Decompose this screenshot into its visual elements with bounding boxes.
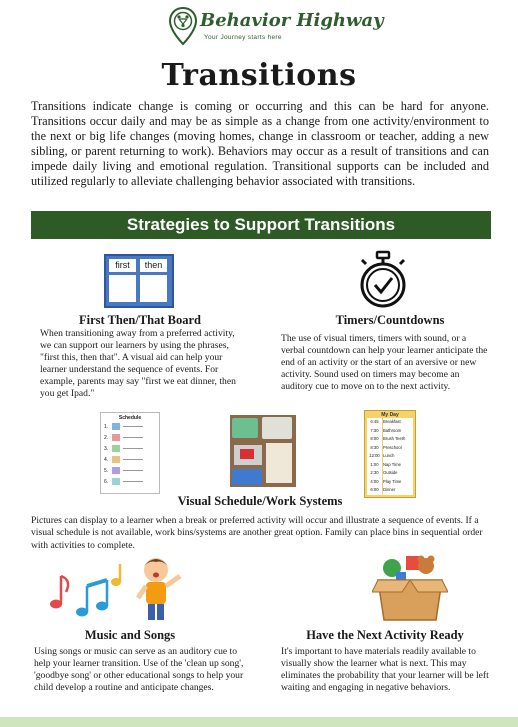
page-title: Transitions (161, 58, 357, 93)
stopwatch-icon (356, 250, 410, 310)
my-day-activity: Breakfast (383, 418, 413, 427)
music-notes-icon (44, 560, 128, 622)
my-day-time: 2:30 (367, 469, 382, 478)
schedule-item-picture (112, 456, 120, 463)
schedule-item-number: 3. (104, 445, 109, 452)
my-day-time: 12:00 (367, 452, 382, 461)
toy-box-icon (372, 550, 448, 624)
my-day-time: 7:30 (367, 427, 382, 436)
my-day-activity: Outside (383, 469, 413, 478)
visual-schedule-heading: Visual Schedule/Work Systems (177, 494, 343, 508)
schedule-item-picture (112, 445, 120, 452)
schedule-item-line (123, 459, 143, 460)
schedule-item (104, 454, 159, 465)
my-day-row (367, 469, 413, 478)
schedule-list (101, 421, 159, 487)
schedule-item (104, 476, 159, 487)
schedule-item-picture (112, 478, 120, 485)
my-day-activity: Dinner (383, 486, 413, 495)
schedule-card (100, 412, 160, 494)
schedule-item-number: 1. (104, 423, 109, 430)
schedule-item-line (123, 448, 143, 449)
timers-text: The use of visual timers, timers with sound, or a verbal countdown can help your learner anticipate the end of an activity or the start of an aversive or new activity. Sound used on timers may become an auditory cue to move on to the next activity. (281, 333, 488, 392)
my-day-activity: Lunch (383, 452, 413, 461)
my-day-row (367, 452, 413, 461)
my-day-time: 4:00 (367, 478, 382, 487)
work-bins-photo (230, 415, 296, 487)
schedule-item-line (123, 470, 143, 471)
schedule-item-picture (112, 467, 120, 474)
schedule-item-line (123, 481, 143, 482)
my-day-activity: Play Time (383, 478, 413, 487)
schedule-title: Schedule (118, 415, 142, 421)
schedule-item-line (123, 437, 143, 438)
my-day-activity: Nap Time (383, 461, 413, 470)
my-day-row (367, 435, 413, 444)
timers-heading: Timers/Countdowns (335, 313, 445, 327)
schedule-item-number: 4. (104, 456, 109, 463)
music-heading: Music and Songs (84, 628, 176, 642)
my-day-row (367, 444, 413, 453)
my-day-row (367, 427, 413, 436)
my-day-row (367, 418, 413, 427)
schedule-item-picture (112, 423, 120, 430)
schedule-item-line (123, 426, 143, 427)
schedule-item-picture (112, 434, 120, 441)
then-slot (140, 275, 167, 302)
schedule-item-number: 6. (104, 478, 109, 485)
schedule-item (104, 443, 159, 454)
my-day-row (367, 461, 413, 470)
brand-name: Behavior Highway (200, 10, 384, 31)
my-day-time: 8:00 (367, 435, 382, 444)
schedule-item-number: 5. (104, 467, 109, 474)
my-day-activity: Brush Teeth (383, 435, 413, 444)
map-pin-people-icon (168, 6, 198, 46)
first-then-heading: First Then/That Board (78, 313, 201, 327)
next-activity-heading: Have the Next Activity Ready (306, 628, 464, 642)
schedule-item (104, 421, 159, 432)
then-label: then (140, 259, 167, 272)
brand-tagline: Your Journey starts here (204, 34, 282, 41)
schedule-item (104, 465, 159, 476)
my-day-activity: Preschool (383, 444, 413, 453)
first-then-board-illustration (104, 254, 174, 308)
my-day-time: 6:45 (367, 418, 382, 427)
visual-schedule-text: Pictures can display to a learner when a break or preferred activity will occur and illustrate a sequence of events. If a visual schedule is not available, work bins/systems are another great option. Family can place bins in sequential order with activities to complete. (31, 515, 483, 551)
my-day-row (367, 478, 413, 487)
my-day-time: 6:00 (367, 486, 382, 495)
my-day-time: 1:00 (367, 461, 382, 470)
my-day-time: 8:30 (367, 444, 382, 453)
first-then-text: When transitioning away from a preferred activity, we can support our learners by using the phrases, "first this, then that". A visual aid can help your learner understand the sequence of events. For example, parents may say "first we eat dinner, then you get Ipad." (40, 328, 236, 399)
footer-bar (0, 717, 518, 727)
first-label: first (109, 259, 136, 272)
my-day-list (365, 418, 415, 495)
section-banner: Strategies to Support Transitions (31, 211, 491, 239)
intro-paragraph: Transitions indicate change is coming or occurring and this can be hard for anyone. Transitions occur daily and may be as simple as a change from one activity/environment to the next or big life changes (moving homes, change in classroom or teacher, adding a new sibling, or parent returning to work). Behaviors may occur as a result of transitions and can impede daily living and emotional regulation. Transitional supports can be included and utilized regularly to alleviate challenging behavior associated with transitions. (31, 99, 489, 188)
singing-child-icon (132, 554, 184, 624)
next-activity-text: It's important to have materials readily available to visually show the learner what is next. This may eliminates the probability that your learner will be left waiting and engaging in negative behaviors. (281, 646, 489, 693)
music-text: Using songs or music can serve as an auditory cue to help your learner transition. Use of the 'clean up song', 'goodbye song' or other educational songs to help your child develop a routine and anticipate changes. (34, 646, 244, 693)
my-day-title: My Day (381, 412, 399, 418)
first-slot (109, 275, 136, 302)
my-day-board (364, 410, 416, 498)
my-day-activity: Bathroom (383, 427, 413, 436)
schedule-item-number: 2. (104, 434, 109, 441)
schedule-item (104, 432, 159, 443)
brand-logo (160, 4, 384, 52)
